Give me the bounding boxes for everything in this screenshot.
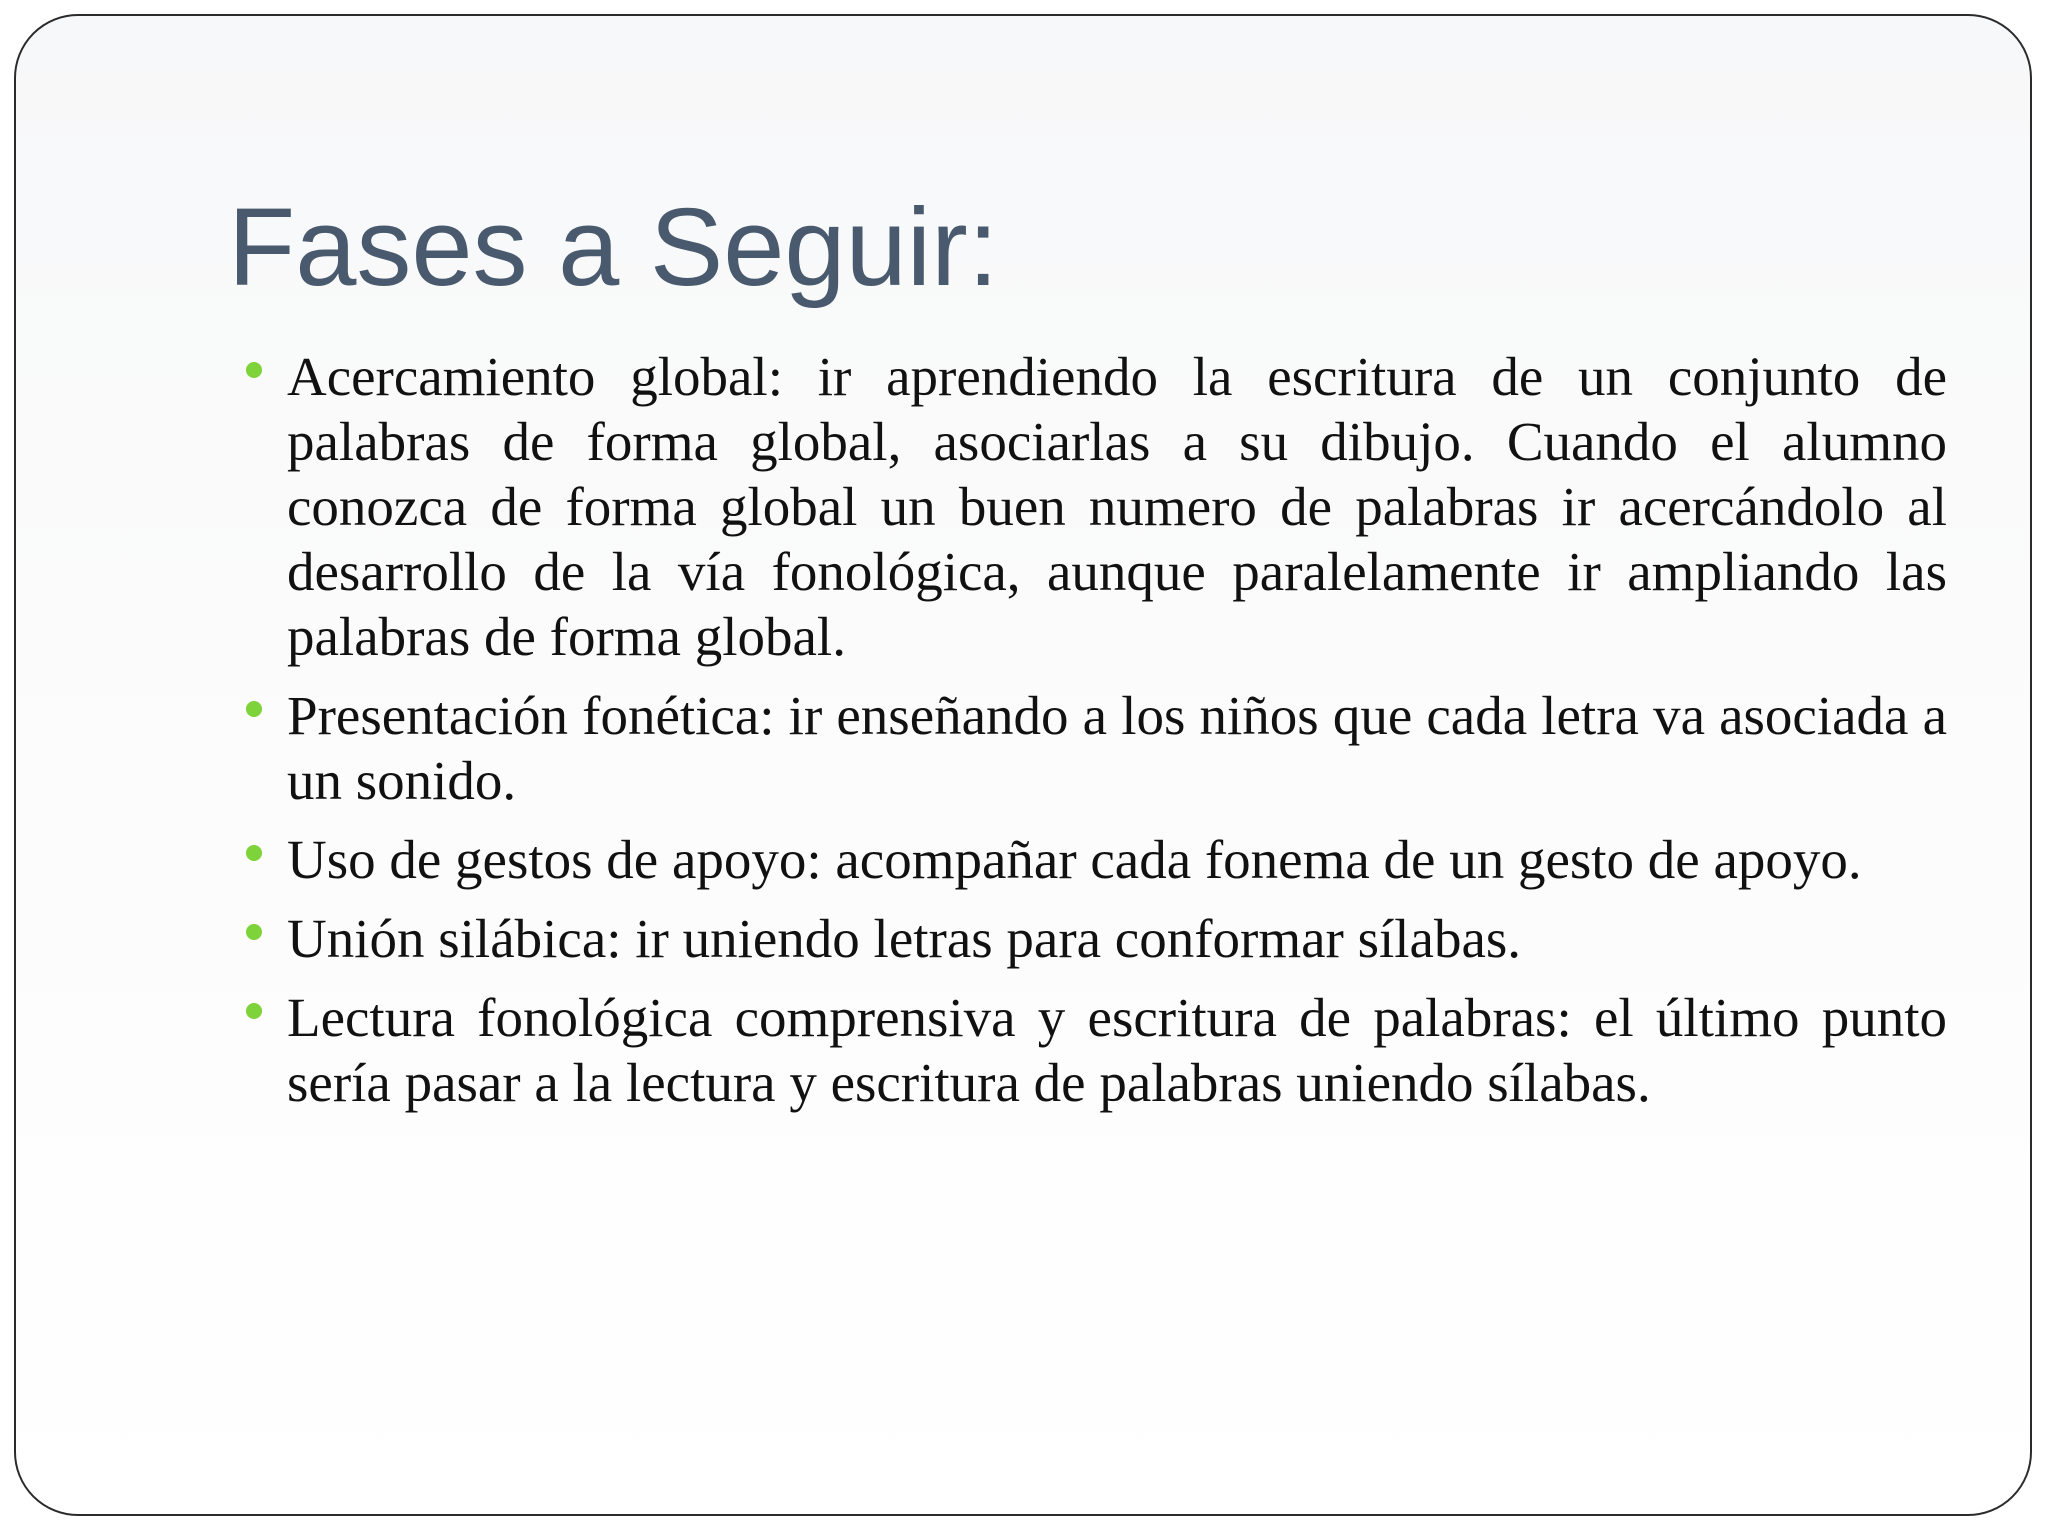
- bullet-item: [228, 827, 1947, 892]
- bullet-item: [228, 985, 1947, 1115]
- bullet-text: Unión silábica: ir uniendo letras para conformar sílabas.: [287, 908, 1522, 969]
- bullet-dot-icon: [246, 845, 262, 861]
- bullet-item: [228, 344, 1947, 669]
- bullet-item: [228, 683, 1947, 813]
- slide: [14, 14, 2032, 1516]
- bullet-text: Lectura fonológica comprensiva y escritura de palabras: el último punto sería pasar a la lectura y escritura de palabras uniendo sílabas.: [287, 987, 1947, 1113]
- bullet-dot-icon: [246, 1003, 262, 1019]
- bullet-dot-icon: [246, 924, 262, 940]
- bullet-item: [228, 906, 1947, 971]
- bullet-text: Presentación fonética: ir enseñando a los niños que cada letra va asociada a un sonido.: [287, 685, 1947, 811]
- bullet-dot-icon: [246, 362, 262, 378]
- bullet-list: [228, 344, 1947, 1129]
- bullet-dot-icon: [246, 701, 262, 717]
- bullet-text: Uso de gestos de apoyo: acompañar cada fonema de un gesto de apoyo.: [287, 829, 1862, 890]
- bullet-text: Acercamiento global: ir aprendiendo la escritura de un conjunto de palabras de forma global, asociarlas a su dibujo. Cuando el alumno conozca de forma global un buen numero de palabras ir acercándolo al desarrollo de la vía fonológica, aunque paralelamente ir ampliando las palabras de forma global.: [287, 346, 1947, 667]
- slide-title: Fases a Seguir:: [228, 186, 999, 309]
